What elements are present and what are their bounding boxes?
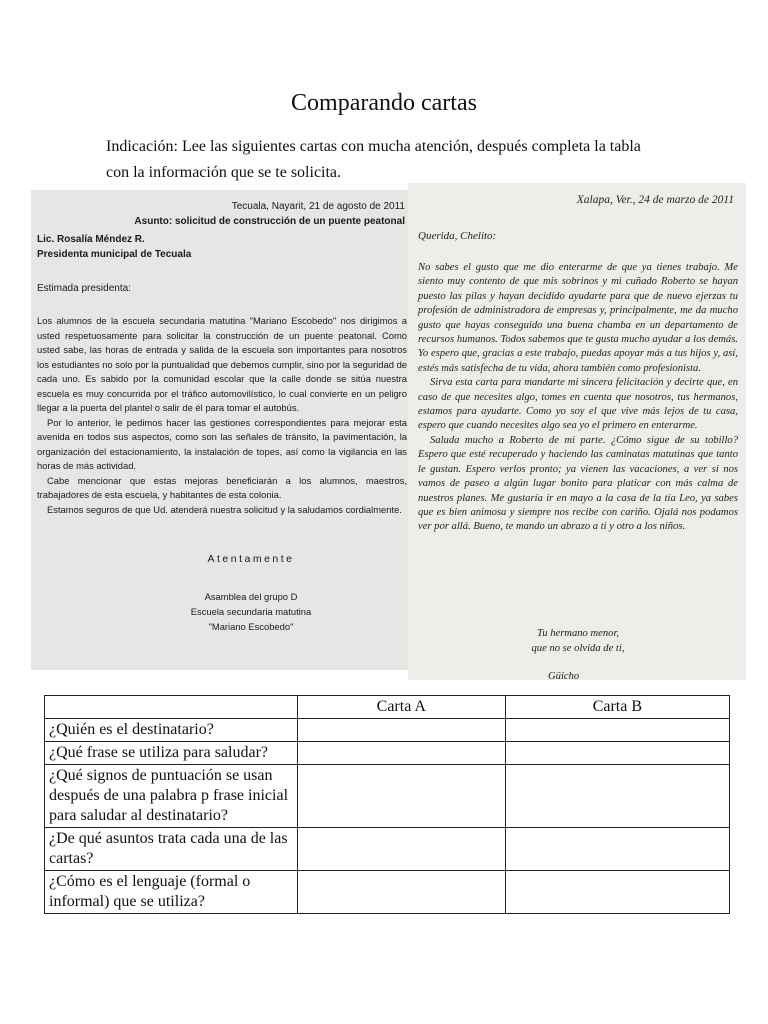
letter-b-body	[418, 261, 738, 535]
answer-cell-carta-b[interactable]	[505, 719, 729, 742]
table-row	[45, 742, 730, 765]
letter-b-paragraph: No sabes el gusto que me dio enterarme de que ya tienes trabajo. Me siento muy contento de que mis sobrinos y mi cuñado Roberto se hayan puesto las pilas y hayan decidido ayudarte para que de nuevo ejerzas tu profesión de administradora de empresas y, principalmente, me da mucho gusto que hayas conseguido una buena chamba en un departamento de recursos humanos. Todos sabemos que te gusta mucho ayudar a los demás. Yo espero que, gracias a este trabajo, puedas apoyar más a tus hijos y, así, estés más satisfecha de tu vida, ahora también como profesionista.	[418, 262, 738, 374]
answer-cell-carta-a[interactable]	[297, 742, 505, 765]
answer-cell-carta-b[interactable]	[505, 828, 729, 871]
letter-a-recipient	[37, 232, 191, 262]
letter-b	[408, 183, 746, 680]
letter-a	[31, 190, 411, 670]
letter-a-recipient-title: Presidenta municipal de Tecuala	[37, 249, 192, 260]
answer-cell-carta-a[interactable]	[297, 871, 505, 914]
table-header-row	[45, 696, 730, 719]
letter-a-body	[37, 314, 407, 517]
letter-b-closing	[508, 626, 648, 656]
letter-a-paragraph: Por lo anterior, le pedimos hacer las gestiones correspondientes para mejorar esta avenida en todos sus aspectos, como son las señales de tránsito, la pavimentación, la organización del estacionamiento, la instalación de topes, así como la vigilancia en las horas de más actividad.	[37, 416, 407, 471]
answer-cell-carta-a[interactable]	[297, 719, 505, 742]
comparison-table	[44, 695, 730, 914]
letter-a-signature-line: Asamblea del grupo D	[204, 591, 298, 602]
letter-a-recipient-name: Lic. Rosalía Méndez R.	[37, 234, 145, 245]
instruction-text: Indicación: Lee las siguientes cartas con mucha atención, después completa la tabla con la información que se te solicita.	[106, 138, 641, 181]
letter-a-signature-block	[151, 552, 351, 634]
letter-a-signature-line: Escuela secundaria matutina	[190, 606, 312, 617]
question-cell: ¿Quién es el destinatario?	[45, 719, 298, 742]
table-row	[45, 719, 730, 742]
question-cell: ¿De qué asuntos trata cada una de las cartas?	[45, 828, 298, 871]
letter-a-signature-line: "Mariano Escobedo"	[208, 621, 294, 632]
letter-b-signer: Güicho	[548, 671, 580, 680]
answer-cell-carta-b[interactable]	[505, 742, 729, 765]
letter-a-paragraph: Los alumnos de la escuela secundaria matutina "Mariano Escobedo" nos dirigimos a usted respetuosamente para solicitar la construcción de un puente peatonal. Como usted sabe, las horas de entrada y salida de la escuela son importantes para nosotros los estudiantes no solo por la puntualidad que debemos cumplir, sino por la seguridad de cada uno. Es sabido por la comunidad escolar que la calle donde se sitúa nuestra escuela es muy concurrida por el tráfico automovilístico, lo cual convierte en un peligro llegar a la puerta del plantel o salir de él para tomar el autobús.	[37, 315, 407, 413]
letter-b-date: Xalapa, Ver., 24 de marzo de 2011	[576, 194, 734, 206]
page-title: Comparando cartas	[291, 90, 477, 116]
letter-a-closing: Atentamente	[207, 553, 295, 565]
question-cell: ¿Qué signos de puntuación se usan después de una palabra p frase inicial para saludar al destinatario?	[45, 765, 298, 828]
table-header-cell: Carta B	[505, 696, 729, 719]
question-cell: ¿Cómo es el lenguaje (formal o informal) que se utiliza?	[45, 871, 298, 914]
question-cell: ¿Qué frase se utiliza para saludar?	[45, 742, 298, 765]
letter-b-paragraph: Sirva esta carta para mandarte mi sincera felicitación y decirte que, en caso de que necesites algo, tomes en cuenta que nosotros, tus hermanos, estamos para ayudarte. Como yo soy el que vive más lejos de tu casa, espero que cuando necesites algo sea yo el primero en enterarme.	[418, 377, 738, 432]
answer-cell-carta-a[interactable]	[297, 765, 505, 828]
letter-a-paragraph: Estamos seguros de que Ud. atenderá nuestra solicitud y la saludamos cordialmente.	[47, 503, 402, 515]
table-row	[45, 828, 730, 871]
table-row	[45, 765, 730, 828]
answer-cell-carta-b[interactable]	[505, 765, 729, 828]
letter-b-closing-line: Tu hermano menor,	[536, 628, 620, 639]
answer-cell-carta-a[interactable]	[297, 828, 505, 871]
letter-a-paragraph: Cabe mencionar que estas mejoras beneficiarán a los alumnos, maestros, trabajadores de esta escuela, y habitantes de esta colonia.	[37, 474, 407, 500]
letter-a-subject: Asunto: solicitud de construcción de un puente peatonal	[134, 216, 405, 227]
letter-b-closing-line: que no se olvida de ti,	[531, 643, 625, 654]
table-header-cell	[45, 696, 298, 719]
letter-a-greeting: Estimada presidenta:	[37, 283, 131, 294]
letter-a-date: Tecuala, Nayarit, 21 de agosto de 2011	[231, 201, 405, 212]
letter-b-greeting: Querida, Chelito:	[418, 230, 497, 242]
letter-b-paragraph: Saluda mucho a Roberto de mi parte. ¿Cómo sigue de su tobillo? Espero que esté recuperado y haciendo las caminatas matutinas que tanto le gustan. Espero verlos pronto; ya vienen las vacaciones, a ver si nos vamos de paseo a algún lugar bonito para platicar con más calma de nuestros planes. Me gustaría ir en mayo a la casa de la tía Leo, ya sabes que es bien animosa y siempre nos recibe con cariño. Ojalá nos podamos ver por allá. Bueno, te mando un abrazo a ti y otro a los niños.	[418, 434, 738, 533]
table-row	[45, 871, 730, 914]
table-header-cell: Carta A	[297, 696, 505, 719]
answer-cell-carta-b[interactable]	[505, 871, 729, 914]
